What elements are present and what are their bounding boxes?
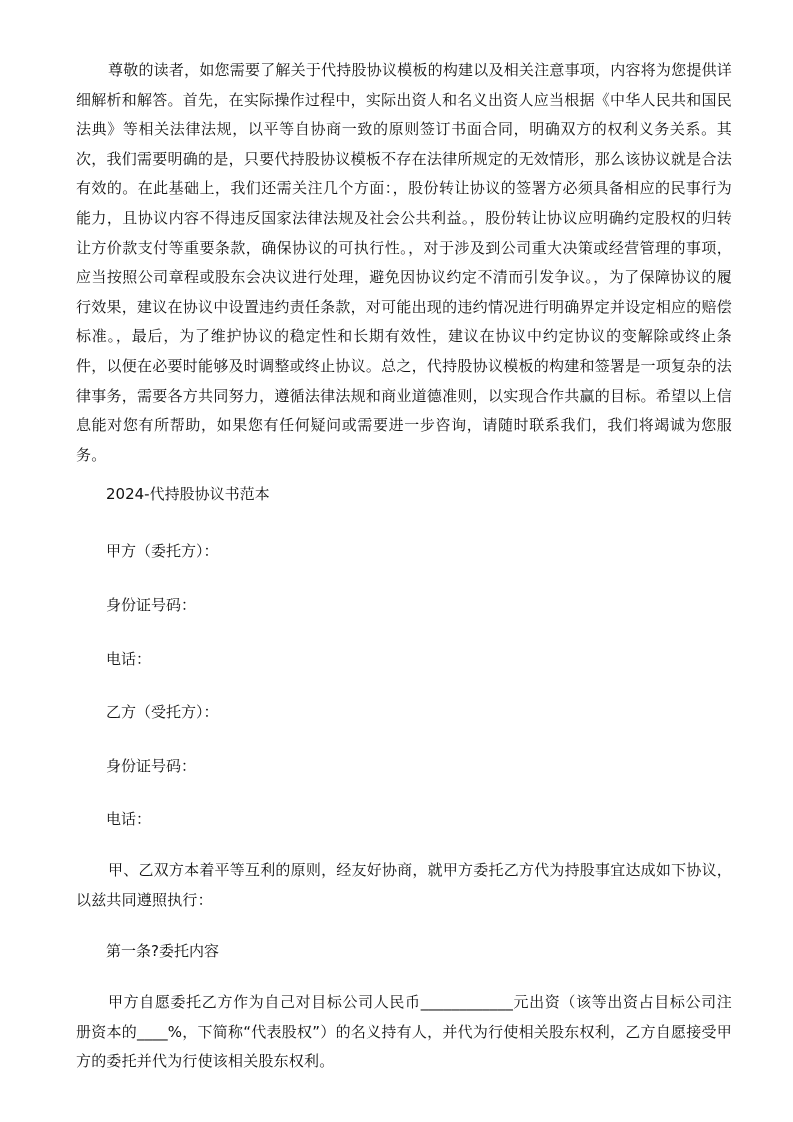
- party-a-id-label: 身份证号码：: [106, 596, 197, 614]
- party-b-id-label: 身份证号码：: [106, 757, 197, 775]
- document-title: 2024-代持股协议书范本: [106, 485, 270, 503]
- party-b-phone-label: 电话：: [106, 810, 152, 828]
- preamble-paragraph: 甲、乙双方本着平等互利的原则，经友好协商，就甲方委托乙方代为持股事宜达成如下协议，以兹共同遵照执行：: [76, 861, 732, 909]
- party-a-label: 甲方（委托方）：: [106, 542, 219, 560]
- party-a-phone-label: 电话：: [106, 650, 152, 668]
- article-1-body: 甲方自愿委托乙方作为自己对目标公司人民币____________元出资（该等出资占目标公司注册资本的____%，下简称“代表股权”）的名义持有人，并代为行使相关股东权利，乙方自愿接受甲方的委托并代为行使该相关股东权利。: [76, 993, 732, 1071]
- article-1-heading: 第一条?委托内容: [106, 942, 219, 960]
- party-b-label: 乙方（受托方）：: [106, 703, 219, 721]
- intro-paragraph: 尊敬的读者，如您需要了解关于代持股协议模板的构建以及相关注意事项，内容将为您提供详细解析和解答。首先，在实际操作过程中，实际出资人和名义出资人应当根据《中华人民共和国民法典》等相关法律法规，以平等自协商一致的原则签订书面合同，明确双方的权利义务关系。其次，我们需要明确的是，只要代持股协议模板不存在法律所规定的无效情形，那么该协议就是合法有效的。在此基础上，我们还需关注几个方面：，股份转让协议的签署方必须具备相应的民事行为能力，且协议内容不得违反国家法律法规及社会公共利益。，股份转让协议应明确约定股权的归转让方价款支付等重要条款，确保协议的可执行性。，对于涉及到公司重大决策或经营管理的事项，应当按照公司章程或股东会决议进行处理，避免因协议约定不清而引发争议。，为了保障协议的履行效果，建议在协议中设置违约责任条款，对可能出现的违约情况进行明确界定并设定相应的赔偿标准。，最后，为了维护协议的稳定性和长期有效性，建议在协议中约定协议的变解除或终止条件，以便在必要时能够及时调整或终止协议。总之，代持股协议模板的构建和签署是一项复杂的法律事务，需要各方共同努力，遵循法律法规和商业道德准则，以实现合作共赢的目标。希望以上信息能对您有所帮助，如果您有任何疑问或需要进一步咨询，请随时联系我们，我们将竭诚为您服务。: [76, 61, 732, 464]
